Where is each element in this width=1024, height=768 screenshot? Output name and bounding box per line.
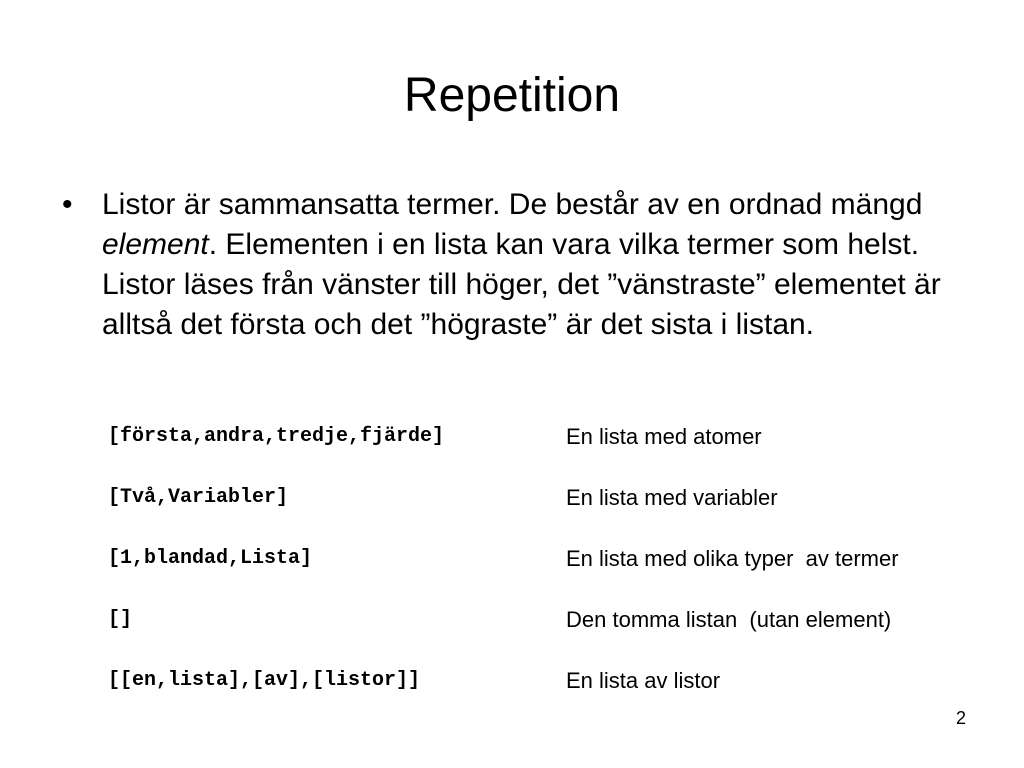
example-description: En lista med atomer [566, 424, 762, 449]
example-code: [[en,lista],[av],[listor]] [108, 669, 421, 692]
example-row [108, 483, 988, 544]
example-description: En lista med olika typer av termer [566, 546, 899, 571]
examples-table [108, 422, 988, 727]
slide-title: Repetition [403, 69, 621, 122]
example-row [108, 666, 988, 727]
example-row [108, 605, 988, 666]
bullet-text-start: Listor är sammansatta termer. De består av en ordnad mängd [102, 188, 923, 221]
example-description: En lista med variabler [566, 485, 778, 510]
example-code: [Två,Variabler] [108, 486, 289, 509]
bullet-marker: • [62, 188, 73, 221]
bullet-text [102, 185, 952, 345]
bullet-text-emphasis: element [102, 228, 209, 261]
example-description: En lista av listor [566, 668, 721, 693]
bullet-text-end: . Elementen i en lista kan vara vilka termer som helst. Listor läses från vänster till höger, det ”vänstraste” elementet är alltså det första och det ”högraste” är det sista i listan. [102, 228, 941, 341]
example-description: Den tomma listan (utan element) [566, 607, 892, 632]
example-code: [1,blandad,Lista] [108, 547, 313, 570]
example-code: [] [108, 608, 133, 631]
example-row [108, 422, 988, 483]
page-number: 2 [955, 708, 966, 728]
example-code: [första,andra,tredje,fjärde] [108, 425, 445, 448]
example-row [108, 544, 988, 605]
